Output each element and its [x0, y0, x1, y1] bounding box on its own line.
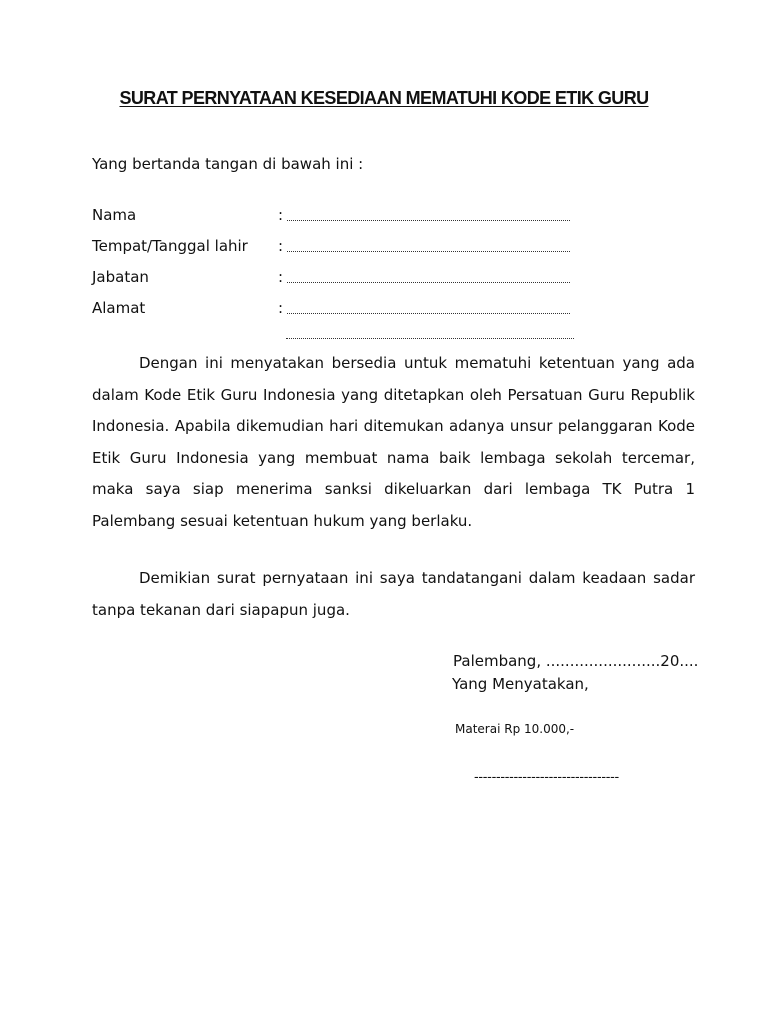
field-label-alamat: Alamat [92, 299, 146, 317]
signature-title: Yang Menyatakan, [452, 675, 589, 693]
identity-fields [92, 206, 592, 330]
signature-line: --------------------------------- [474, 770, 619, 785]
field-row-tempat-tanggal-lahir [92, 237, 592, 268]
field-colon: : [278, 299, 284, 317]
field-row-nama [92, 206, 592, 237]
intro-text: Yang bertanda tangan di bawah ini : [92, 155, 364, 173]
dotted-fill-line [287, 220, 570, 221]
signature-place-date: Palembang, ........................20.... [453, 652, 699, 670]
field-colon: : [278, 268, 284, 286]
closing-paragraph: Demikian surat pernyataan ini saya tandatangani dalam keadaan sadar tanpa tekanan dari siapapun juga. [92, 569, 695, 619]
document-title: SURAT PERNYATAAN KESEDIAAN MEMATUHI KODE ETIK GURU [119, 88, 649, 108]
dotted-fill-line [287, 282, 570, 283]
field-colon: : [278, 237, 284, 255]
field-row-jabatan [92, 268, 592, 299]
field-row-alamat [92, 299, 592, 330]
field-label-tempat-tanggal-lahir: Tempat/Tanggal lahir [92, 237, 248, 255]
dotted-fill-line-alamat-continued [286, 338, 574, 339]
dotted-fill-line [287, 251, 570, 252]
dotted-fill-line [287, 313, 570, 314]
materai-label: Materai Rp 10.000,- [455, 722, 575, 736]
field-label-nama: Nama [92, 206, 137, 224]
statement-paragraph: Dengan ini menyatakan bersedia untuk mematuhi ketentuan yang ada dalam Kode Etik Guru Indonesia yang ditetapkan oleh Persatuan Guru Republik Indonesia. Apabila dikemudian hari ditemukan adanya unsur pelanggaran Kode Etik Guru Indonesia yang membuat nama baik lembaga sekolah tercemar, maka saya siap menerima sanksi dikeluarkan dari lembaga TK Putra 1 Palembang sesuai ketentuan hukum yang berlaku. [92, 354, 695, 530]
field-label-jabatan: Jabatan [92, 268, 149, 286]
field-colon: : [278, 206, 284, 224]
